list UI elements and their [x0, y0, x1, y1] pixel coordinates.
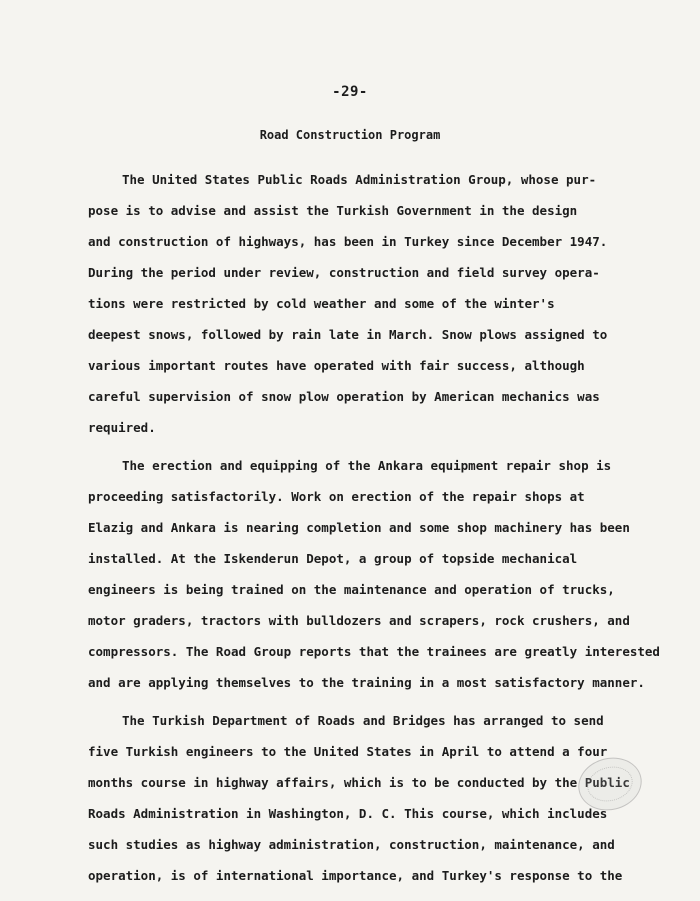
text-line: installed. At the Iskenderun Depot, a group of topside mechanical: [88, 551, 578, 566]
text-line: and construction of highways, has been in Turkey since December 1947.: [88, 234, 608, 249]
text-line: operation, is of international importance, and Turkey's response to the: [88, 868, 623, 883]
text-line: months course in highway affairs, which is to be conducted by the Public: [88, 775, 630, 790]
text-line: various important routes have operated with fair success, although: [88, 358, 585, 373]
text-line: careful supervision of snow plow operation by American mechanics was: [88, 389, 600, 404]
text-line: Roads Administration in Washington, D. C. This course, which includes: [88, 806, 608, 821]
text-line: The United States Public Roads Administration Group, whose pur-: [122, 172, 597, 187]
text-line: such studies as highway administration, construction, maintenance, and: [88, 837, 615, 852]
text-line: and are applying themselves to the training in a most satisfactory manner.: [88, 675, 645, 690]
text-line: five Turkish engineers to the United States in April to attend a four: [88, 744, 608, 759]
text-line: pose is to advise and assist the Turkish Government in the design: [88, 203, 578, 218]
text-line: required.: [88, 420, 156, 435]
text-line: compressors. The Road Group reports that the trainees are greatly interested: [88, 644, 660, 659]
section-title: Road Construction Program: [259, 128, 441, 142]
text-line: proceeding satisfactorily. Work on erection of the repair shops at: [88, 489, 585, 504]
text-line: The erection and equipping of the Ankara equipment repair shop is: [122, 458, 612, 473]
text-line: engineers is being trained on the maintenance and operation of trucks,: [88, 582, 615, 597]
text-line: tions were restricted by cold weather and some of the winter's: [88, 296, 555, 311]
text-line: motor graders, tractors with bulldozers and scrapers, rock crushers, and: [88, 613, 630, 628]
text-line: The Turkish Department of Roads and Bridges has arranged to send: [122, 713, 604, 728]
text-line: During the period under review, construction and field survey opera-: [88, 265, 600, 280]
text-line: Elazig and Ankara is nearing completion and some shop machinery has been: [88, 520, 630, 535]
page-number: -29-: [332, 84, 368, 100]
text-line: deepest snows, followed by rain late in March. Snow plows assigned to: [88, 327, 608, 342]
